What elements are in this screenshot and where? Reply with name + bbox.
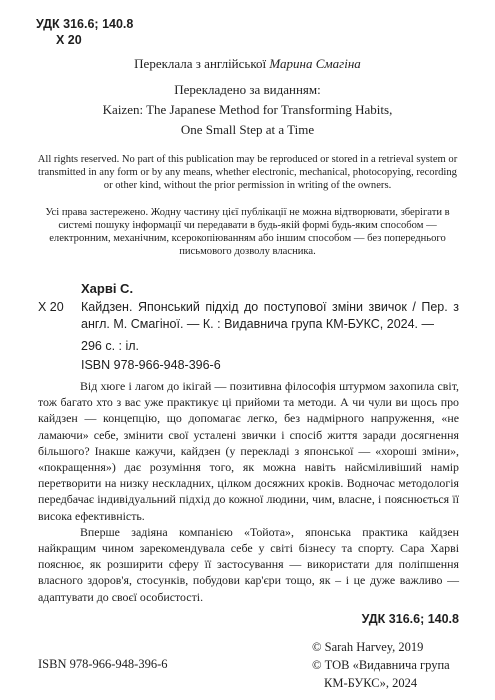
translated-from [0, 80, 495, 140]
isbn-bottom: ISBN 978-966-948-396-6 [38, 657, 168, 671]
catalog-author: Харві С. [81, 281, 134, 296]
catalog-isbn: ISBN 978-966-948-396-6 [81, 358, 221, 372]
catalog-pages: 296 с. : іл. [81, 339, 140, 353]
translated-from-label: Перекладено за виданням: [174, 82, 321, 97]
catalog-description: Кайдзен. Японський підхід до поступової зміни звичок / Пер. з англ. М. Смагіної. — К. : Видавнича група КМ-БУКС, 2024. — [81, 300, 459, 331]
translator-name: Марина Смагіна [269, 56, 361, 71]
udk-code: УДК 316.6; 140.8 [36, 17, 134, 31]
original-title-line1: Kaizen: The Japanese Method for Transforming Habits, [102, 102, 393, 117]
annotation-paragraph: Від хюге і лагом до ікігай — позитивна філософія штурмом захопила світ, тож багато хто з вас уже практикує ці прийоми та методи. А чи чули ви щось про кайдзен — концепцію, що допомагає легко, без надмірного напруження, «не ламаючи» себе, змінити свої усталені звички і спосіб життя заради досягнення більшого? Інакше кажучи, кайдзен (у перекладі з японської — «хороші зміни», «покращення») дає розуміння того, як можна навіть найсміливіший намір перетворити на низку нескладних, цілком досяжних кроків. Водночас методологія передбачає індивідуальний підхід до кожної людини, чим, власне, і пояснюється її висока ефективність. [38, 379, 459, 523]
catalog-code: Х 20 [38, 300, 64, 314]
rights-english: All rights reserved. No part of this publication may be reproduced or stored in a retrieval system or transmitted in any form or by any means, whether electronic, mechanical, photocopying, recording or other kind, without the prior permission in writing of the owners. [37, 154, 458, 191]
copyright-publisher: © ТОВ «Видавнича група [312, 658, 450, 672]
original-title-line2: One Small Step at a Time [180, 122, 315, 137]
copyright-publisher-cont: КМ-БУКС», 2024 [324, 676, 418, 690]
udk-block [36, 16, 133, 48]
copyright-block [312, 638, 450, 692]
annotation [38, 378, 459, 605]
copyright-author: © Sarah Harvey, 2019 [312, 640, 424, 654]
udk-bottom: УДК 316.6; 140.8 [361, 612, 459, 626]
rights-ukrainian: Усі права застережено. Жодну частину цієї публікації не можна відтворювати, зберігати в системі пошуку інформації чи передавати в будь-якій формі будь-яким способом — електронним, механічним, ксерокопіюванням або іншим способом — без попереднього письмового дозволу власника. [45, 207, 450, 257]
translator-line [0, 56, 495, 72]
annotation-paragraph: Вперше задіяна компанією «Тойота», японська практика кайдзен найкращим чином зарекомендувала себе у світі бізнесу та спорту. Сара Харві пояснює, як розширити сферу її застосування — використати для поліпшення власного здоров'я, стосунків, побудови кар'єри тощо, як – і це дуже важливо — адаптувати до своєї особистості. [38, 524, 459, 604]
translator-prefix: Переклала з англійської [134, 56, 267, 71]
author-mark: Х 20 [56, 33, 82, 47]
